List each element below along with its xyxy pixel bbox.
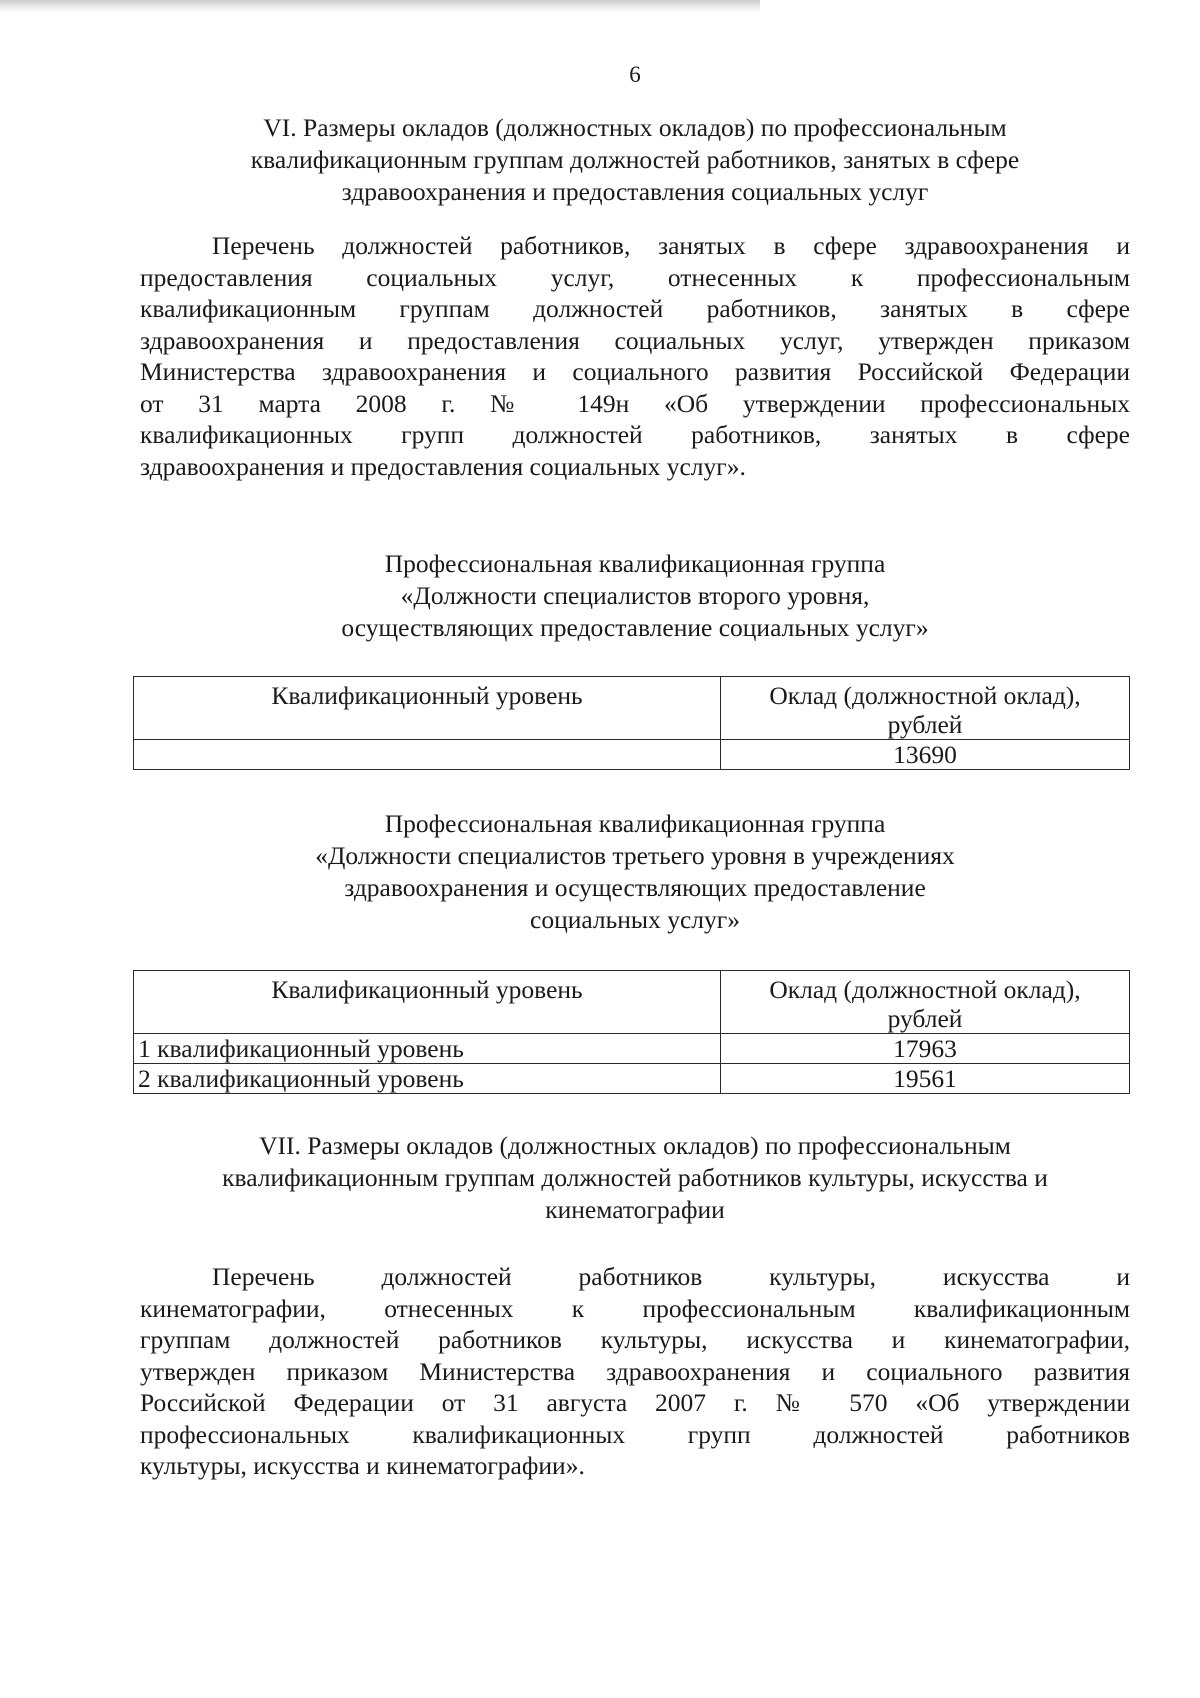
group-2-salary-table — [133, 970, 1130, 1094]
salary-cell: 13690 — [721, 740, 1130, 770]
paragraph-line: профессиональных квалификационных групп должностей работников — [140, 1419, 1130, 1449]
heading-line: кинематографии — [545, 1195, 725, 1224]
scan-edge-shadow — [0, 0, 760, 14]
group-title-line: Профессиональная квалификационная группа — [384, 549, 886, 578]
paragraph-line: квалификационным группам должностей работников, занятых в сфере — [140, 294, 1130, 323]
group-title-line: здравоохранения и осуществляющих предоставление — [344, 873, 926, 902]
qualification-level-cell: 1 квалификационный уровень — [134, 1034, 721, 1064]
qualification-level-cell — [134, 740, 721, 770]
header-salary — [721, 677, 1130, 740]
table-header-row — [134, 677, 1130, 740]
header-salary-line: Оклад (должностной оклад), — [769, 681, 1081, 710]
paragraph-line: квалификационных групп должностей работников, занятых в сфере — [140, 420, 1130, 449]
paragraph-line: утвержден приказом Министерства здравоохранения и социального развития — [140, 1356, 1130, 1386]
group-1-salary-table — [133, 676, 1130, 770]
paragraph-line: здравоохранения и предоставления социальных услуг, утвержден приказом — [140, 325, 1130, 355]
salary-cell: 17963 — [721, 1034, 1130, 1064]
group-title-line: «Должности специалистов третьего уровня в учреждениях — [315, 841, 955, 870]
table-row — [134, 740, 1130, 770]
section-7-paragraph — [140, 1261, 1130, 1482]
header-salary-line: рублей — [887, 710, 963, 739]
paragraph-line: культуры, искусства и кинематографии». — [140, 1451, 585, 1480]
qualification-level-cell: 2 квалификационный уровень — [134, 1064, 721, 1094]
table-header-row — [134, 971, 1130, 1034]
header-qualification-level: Квалификационный уровень — [134, 971, 721, 1034]
header-salary — [721, 971, 1130, 1034]
section-6-heading — [140, 112, 1130, 208]
header-qualification-level: Квалификационный уровень — [134, 677, 721, 740]
paragraph-line: Российской Федерации от 31 августа 2007 г. № 570 «Об утверждении — [140, 1388, 1130, 1417]
heading-line: VI. Размеры окладов (должностных окладов) по профессиональным — [263, 113, 1007, 142]
page-number: 6 — [629, 62, 641, 87]
header-salary-line: Оклад (должностной оклад), — [769, 975, 1081, 1004]
heading-line: VII. Размеры окладов (должностных окладов) по профессиональным — [259, 1131, 1011, 1160]
heading-line: квалификационным группам должностей работников, занятых в сфере — [250, 145, 1020, 174]
header-salary-line: рублей — [887, 1004, 963, 1033]
paragraph-line: Министерства здравоохранения и социального развития Российской Федерации — [140, 357, 1130, 386]
group-title-line: Профессиональная квалификационная группа — [384, 809, 886, 838]
group-1-title — [140, 548, 1130, 644]
heading-line: квалификационным группам должностей работников культуры, искусства и — [222, 1163, 1048, 1192]
paragraph-line: группам должностей работников культуры, искусства и кинематографии, — [140, 1325, 1130, 1354]
heading-line: здравоохранения и предоставления социальных услуг — [341, 177, 929, 206]
paragraph-line: здравоохранения и предоставления социальных услуг». — [140, 451, 746, 481]
group-2-title — [140, 808, 1130, 936]
paragraph-line: Перечень должностей работников культуры, искусства и — [212, 1262, 1130, 1291]
paragraph-line: Перечень должностей работников, занятых в сфере здравоохранения и — [212, 231, 1130, 260]
group-title-line: «Должности специалистов второго уровня, — [400, 581, 870, 610]
group-title-line: социальных услуг» — [530, 905, 740, 934]
table-row — [134, 1064, 1130, 1094]
table-row — [134, 1034, 1130, 1064]
paragraph-line: от 31 марта 2008 г. № 149н «Об утверждении профессиональных — [140, 388, 1130, 418]
salary-cell: 19561 — [721, 1064, 1130, 1094]
paragraph-line: предоставления социальных услуг, отнесенных к профессиональным — [140, 262, 1130, 292]
section-6-paragraph — [140, 230, 1130, 482]
section-7-heading — [140, 1130, 1130, 1226]
group-title-line: осуществляющих предоставление социальных услуг» — [341, 613, 929, 642]
paragraph-line: кинематографии, отнесенных к профессиональным квалификационным — [140, 1293, 1130, 1323]
